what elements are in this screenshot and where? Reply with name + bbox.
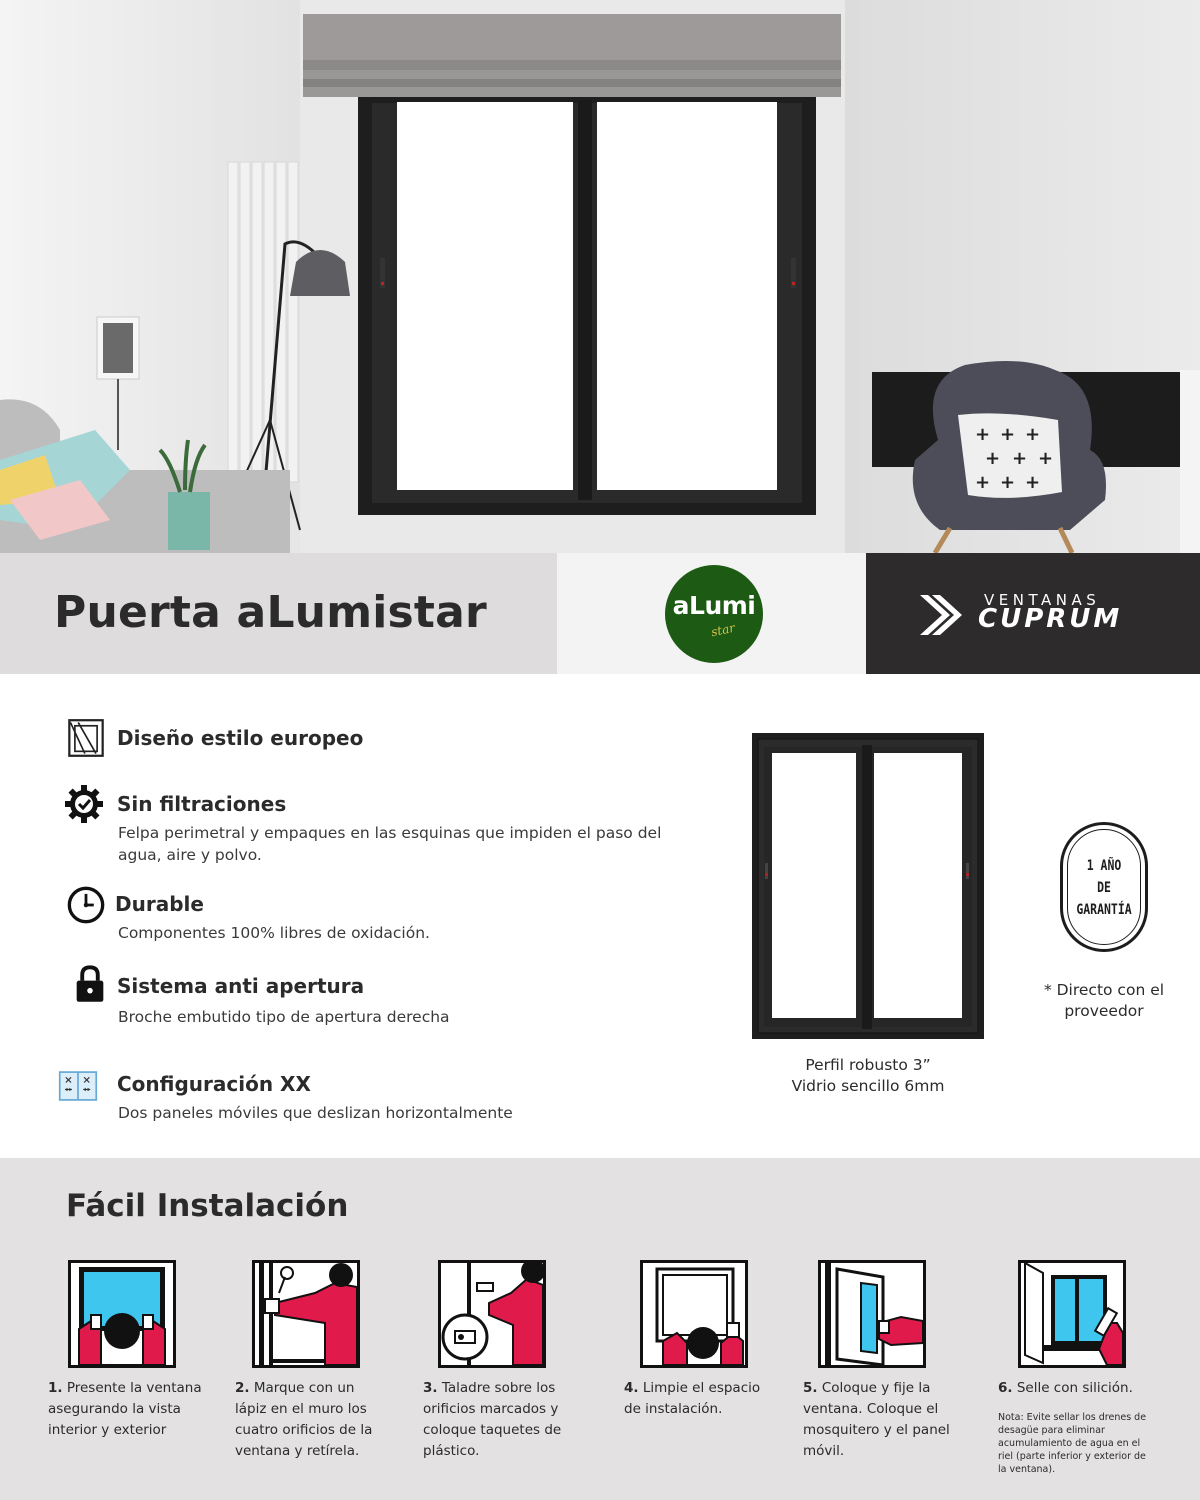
product-caption [752,1055,984,1097]
feature-title: Diseño estilo europeo [117,726,364,750]
warranty-badge [1060,822,1148,952]
step-number: 5. [803,1380,818,1396]
installation-note: Nota: Evite sellar los drenes de desagüe para eliminar acumulamiento de agua en el riel (parte inferior y exterior de la ventana). [998,1412,1147,1475]
step-5-illustration [818,1260,926,1368]
step-1-text [48,1378,208,1441]
step-description: Selle con silición. [1016,1380,1133,1396]
step-3-illustration [438,1260,546,1368]
step-6-text [998,1378,1168,1399]
step-number: 2. [235,1380,250,1396]
step-6-illustration [1018,1260,1126,1368]
svg-text:+: + [1025,424,1041,445]
window-frame-icon [66,718,106,758]
cuprum-logo-line1: VENTANAS [984,591,1101,609]
feature-title: Durable [115,892,204,916]
step-2-illustration [252,1260,360,1368]
step-3-text [423,1378,573,1462]
warranty-line2: DE [1097,880,1111,896]
gear-check-icon [64,784,104,824]
feature-description: Dos paneles móviles que deslizan horizontalmente [118,1104,513,1122]
svg-text:+: + [1038,448,1054,469]
feature-title: Configuración XX [117,1072,311,1096]
step-number: 3. [423,1380,438,1396]
cuprum-logo-panel [866,553,1200,674]
svg-text:+: + [985,448,1001,469]
lock-icon [70,964,110,1004]
cuprum-logo-line2: CUPRUM [978,604,1123,634]
features-section [0,674,1200,1158]
svg-text:+: + [1000,424,1016,445]
title-bar [0,553,1200,674]
warranty-line3: GARANTÍA [1076,902,1132,918]
product-door-image [752,733,984,1039]
step-description: Presente la ventana asegurando la vista interior y exterior [48,1380,202,1438]
warranty-note: * Directo con el proveedor [1043,981,1165,1020]
step-5-text [803,1378,961,1462]
step-number: 1. [48,1380,63,1396]
hero-photo [0,0,1200,553]
svg-text:+: + [975,472,991,493]
step-description: Limpie el espacio de instalación. [624,1380,761,1417]
alumistar-logo-panel [557,553,866,674]
step-1-illustration [68,1260,176,1368]
sliding-panels-icon [58,1066,98,1106]
feature-title: Sistema anti apertura [117,974,365,998]
title-panel [0,553,557,674]
step-number: 6. [998,1380,1013,1396]
clock-icon [66,885,106,925]
feature-title: Sin filtraciones [117,792,287,816]
installation-section [0,1158,1200,1500]
svg-text:+: + [1000,472,1016,493]
warranty-line1: 1 AÑO [1086,858,1122,874]
step-description: Marque con un lápiz en el muro los cuatro orificios de la ventana y retírela. [235,1380,373,1459]
cuprum-chevron-icon [918,593,966,637]
step-description: Taladre sobre los orificios marcados y coloque taquetes de plástico. [423,1380,562,1459]
product-caption-profile: Perfil robusto 3” [805,1056,931,1074]
alumistar-logo [665,565,763,663]
installation-title: Fácil Instalación [66,1188,349,1224]
feature-description: Felpa perimetral y empaques en las esquinas que impiden el paso del agua, aire y polvo. [118,824,662,864]
step-4-text [624,1378,774,1420]
feature-description: Componentes 100% libres de oxidación. [118,924,430,942]
step-4-illustration [640,1260,748,1368]
alumistar-logo-sub: star [709,620,737,640]
product-caption-glass: Vidrio sencillo 6mm [791,1077,945,1095]
svg-text:+: + [975,424,991,445]
svg-text:+: + [1012,448,1028,469]
alumistar-logo-main: aLumi [672,591,756,620]
svg-text:+: + [1025,472,1041,493]
warranty-text [1070,855,1137,921]
step-number: 4. [624,1380,639,1396]
step-description: Coloque y fije la ventana. Coloque el mosquitero y el panel móvil. [803,1380,950,1459]
step-2-text [235,1378,385,1462]
page-title: Puerta aLumistar [54,587,487,638]
feature-description: Broche embutido tipo de apertura derecha [118,1008,450,1026]
